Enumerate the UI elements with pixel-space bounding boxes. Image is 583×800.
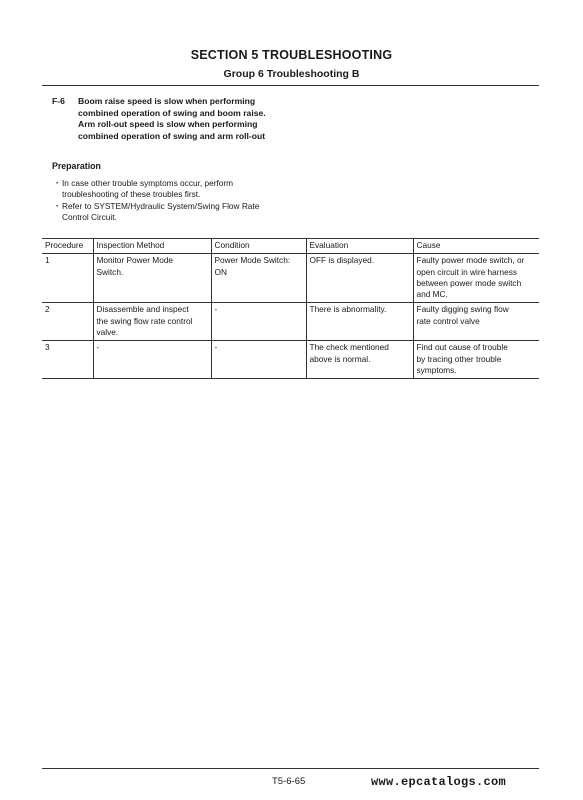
preparation-line: In case other trouble symptoms occur, perform xyxy=(62,178,234,188)
column-header-inspection-method: Inspection Method xyxy=(93,239,211,254)
evaluation-cell: OFF is displayed. xyxy=(306,254,413,303)
preparation-item xyxy=(52,178,292,201)
condition-cell: - xyxy=(211,341,306,379)
fault-line: Boom raise speed is slow when performing xyxy=(78,96,256,106)
fault-line: combined operation of swing and boom raise. xyxy=(78,107,266,118)
cause-cell: Faulty power mode switch, or open circuit in wire harness between power mode switch and MC. xyxy=(413,254,539,303)
group-title: Group 6 Troubleshooting B xyxy=(223,68,360,80)
fault-text xyxy=(78,96,338,142)
procedure-cell: 2 xyxy=(42,303,93,341)
cause-cell: Find out cause of trouble by tracing other trouble symptoms. xyxy=(413,341,539,379)
preparation-line: troubleshooting of these troubles first. xyxy=(62,189,201,200)
header-divider xyxy=(42,85,539,86)
fault-code: F-6 xyxy=(52,96,65,106)
procedure-cell: 3 xyxy=(42,341,93,379)
table-row xyxy=(42,341,539,379)
preparation-line: Control Circuit. xyxy=(62,211,117,222)
footer-divider xyxy=(42,768,539,769)
watermark: www.epcatalogs.com xyxy=(371,775,507,789)
preparation-title: Preparation xyxy=(52,161,101,171)
column-header-evaluation: Evaluation xyxy=(306,239,413,254)
column-header-procedure: Procedure xyxy=(42,239,93,254)
column-header-condition: Condition xyxy=(211,239,306,254)
section-title: SECTION 5 TROUBLESHOOTING xyxy=(190,48,393,62)
troubleshooting-table xyxy=(42,238,539,379)
fault-line: Arm roll-out speed is slow when performing xyxy=(78,119,258,129)
bullet-icon: ・ xyxy=(53,200,62,211)
page-number: T5-6-65 xyxy=(272,776,306,787)
table-header-row xyxy=(42,239,539,254)
inspection-cell: Monitor Power Mode Switch. xyxy=(93,254,211,303)
condition-cell: - xyxy=(211,303,306,341)
procedure-cell: 1 xyxy=(42,254,93,303)
inspection-cell: - xyxy=(93,341,211,379)
evaluation-cell: The check mentioned above is normal. xyxy=(306,341,413,379)
preparation-line: Refer to SYSTEM/Hydraulic System/Swing Flow Rate xyxy=(62,200,260,211)
fault-line: combined operation of swing and arm roll-out xyxy=(78,130,266,141)
table-row xyxy=(42,303,539,341)
cause-cell: Faulty digging swing flow rate control valve xyxy=(413,303,539,341)
table-row xyxy=(42,254,539,303)
column-header-cause: Cause xyxy=(413,239,539,254)
inspection-cell: Disassemble and inspect the swing flow rate control valve. xyxy=(93,303,211,341)
preparation-list xyxy=(52,178,292,223)
condition-cell: Power Mode Switch: ON xyxy=(211,254,306,303)
evaluation-cell: There is abnormality. xyxy=(306,303,413,341)
preparation-item xyxy=(52,201,292,224)
bullet-icon: ・ xyxy=(53,178,62,188)
